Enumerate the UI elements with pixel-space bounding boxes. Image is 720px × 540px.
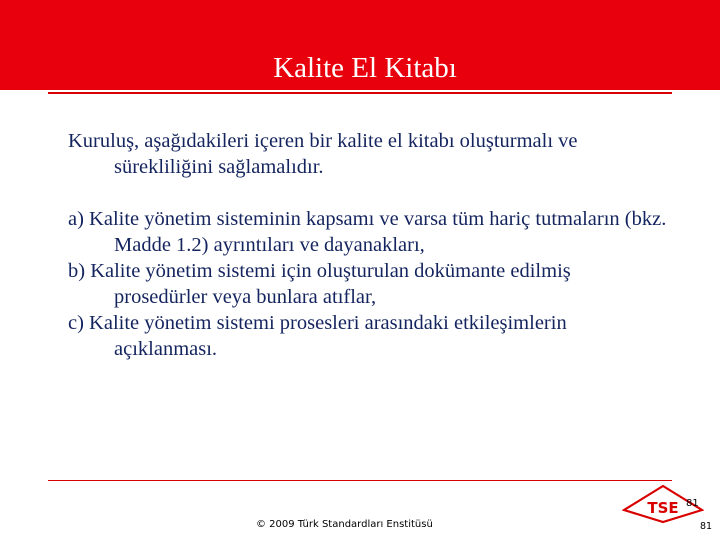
- copyright-text: © 2009 Türk Standardları Enstitüsü: [256, 519, 433, 530]
- list-item-a: a) Kalite yönetim sisteminin kapsamı ve varsa tüm hariç tutmaların (bkz. Madde 1.2) ayrıntıları ve dayanakları,: [68, 208, 667, 256]
- list-item-c: c) Kalite yönetim sistemi prosesleri arasındaki etkileşimlerin açıklanması.: [68, 312, 567, 360]
- tse-logo-letters: TSE: [647, 499, 679, 517]
- intro-paragraph: Kuruluş, aşağıdakileri içeren bir kalite el kitabı oluşturmalı ve sürekliliğini sağlamalıdır.: [68, 130, 578, 178]
- slide-title: Kalite El Kitabı: [273, 52, 457, 84]
- page-number: 81: [700, 521, 713, 532]
- footer-divider: [48, 480, 672, 481]
- logo-page-number: 81: [686, 498, 699, 509]
- list-item-b: b) Kalite yönetim sistemi için oluşturulan dokümante edilmiş prosedürler veya bunlara atıflar,: [68, 260, 571, 308]
- title-underline: [48, 92, 672, 94]
- slide-body: [68, 128, 668, 362]
